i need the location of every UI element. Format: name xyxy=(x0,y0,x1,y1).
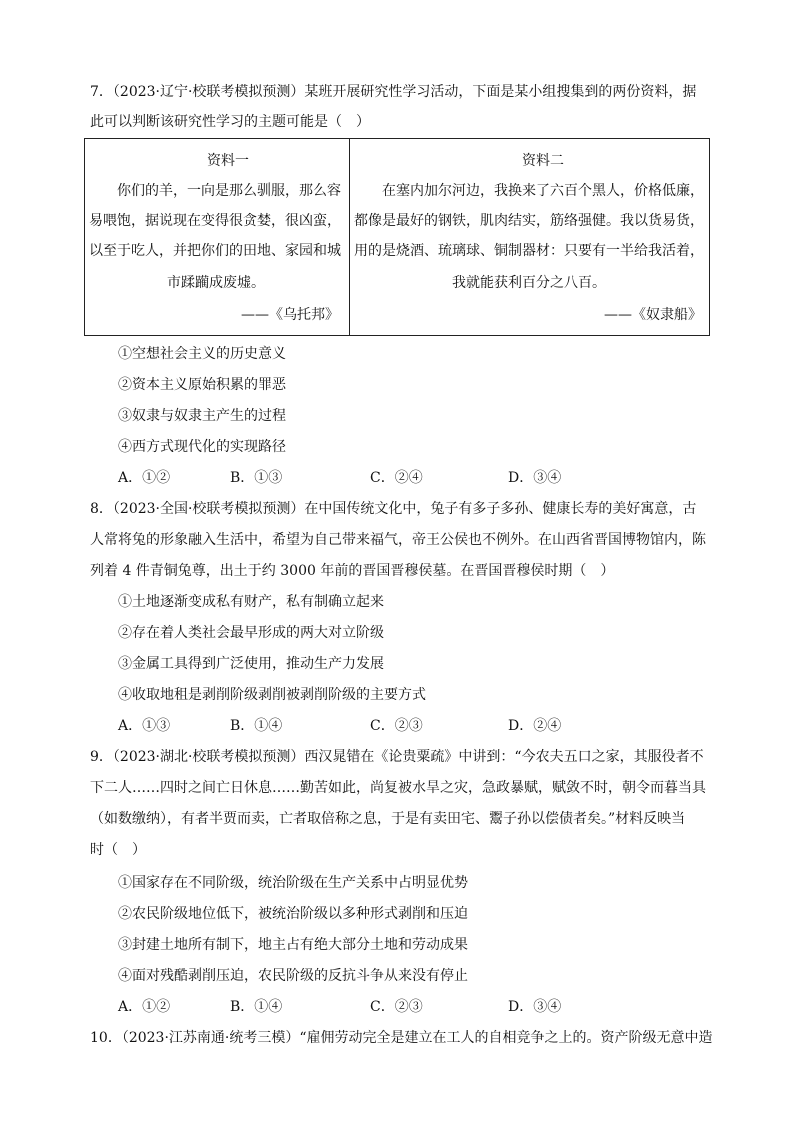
answer-choice-a[interactable]: A．①② xyxy=(118,470,171,486)
material1-source: ——《乌托邦》 xyxy=(241,307,339,323)
q7-option: ④西方式现代化的实现路径 xyxy=(118,439,286,455)
material1-line: 市蹂躏成废墟。 xyxy=(167,275,265,291)
q8-option: ④收取地租是剥削阶级剥削被剥削阶级的主要方式 xyxy=(118,687,426,703)
q9-stem-line: 9．（2023·湖北·校联考模拟预测）西汉晁错在《论贵粟疏》中讲到：“今农夫五口之家，其服役者不 xyxy=(90,749,704,765)
material2-source: ——《奴隶船》 xyxy=(604,307,702,323)
q7-stem-line1: 7．（2023·辽宁·校联考模拟预测）某班开展研究性学习活动，下面是某小组搜集到的两份资料，据 xyxy=(90,84,697,100)
q7-stem-line2: 此可以判断该研究性学习的主题可能是（ ） xyxy=(90,114,370,130)
q9-option: ③封建土地所有制下，地主占有绝大部分土地和劳动成果 xyxy=(118,937,468,953)
q9-option: ②农民阶级地位低下，被统治阶级以多种形式剥削和压迫 xyxy=(118,906,468,922)
material1-cell xyxy=(85,139,349,335)
material2-line: 都像是最好的钢铁，肌肉结实，筋络强健。我以货易货， xyxy=(354,213,704,229)
answer-choice-a[interactable]: A．①③ xyxy=(118,718,171,734)
answer-choice-b[interactable]: B．①③ xyxy=(230,470,283,486)
q10-stem-line1: 10．（2023·江苏南通·统考三模）“雇佣劳动完全是建立在工人的自相竞争之上的。资产阶级无意中造 xyxy=(90,1030,713,1046)
material2-line: 用的是烧酒、琉璃球、铜制器材：只要有一半给我活着， xyxy=(354,243,704,259)
q7-answer-row xyxy=(118,468,588,488)
q8-option: ②存在着人类社会最早形成的两大对立阶级 xyxy=(118,625,384,641)
answer-choice-b[interactable]: B．①④ xyxy=(230,718,283,734)
material1-line: 你们的羊，一向是那么驯服，那么容 xyxy=(117,183,341,199)
material1-line: 以至于吃人，并把你们的田地、家园和城 xyxy=(89,243,341,259)
answer-choice-b[interactable]: B．①④ xyxy=(230,999,283,1015)
material2-cell xyxy=(350,139,709,335)
material2-title: 资料二 xyxy=(522,153,564,169)
q9-stem-line: 时（ ） xyxy=(90,842,146,858)
answer-choice-c[interactable]: C．②③ xyxy=(370,999,423,1015)
q9-option: ④面对残酷剥削压迫，农民阶级的反抗斗争从来没有停止 xyxy=(118,968,468,984)
answer-choice-d[interactable]: D．③④ xyxy=(508,999,562,1015)
material1-line: 易喂饱，据说现在变得很贪婪，很凶蛮， xyxy=(89,213,341,229)
q7-option: ③奴隶与奴隶主产生的过程 xyxy=(118,408,286,424)
q7-option: ②资本主义原始积累的罪恶 xyxy=(118,377,286,393)
material2-line: 在塞内加尔河边，我换来了六百个黑人，价格低廉， xyxy=(382,183,704,199)
q9-answer-row xyxy=(118,997,588,1017)
answer-choice-a[interactable]: A．①② xyxy=(118,999,171,1015)
q8-stem-line: 人常将兔的形象融入生活中，希望为自己带来福气，帝王公侯也不例外。在山西省晋国博物馆内，陈 xyxy=(90,532,706,548)
q7-option: ①空想社会主义的历史意义 xyxy=(118,346,286,362)
q9-stem-line: 下二人……四时之间亡日休息……勤苦如此，尚复被水旱之灾，急政暴赋，赋敛不时，朝令而暮当具 xyxy=(90,780,706,796)
q8-option: ①土地逐渐变成私有财产，私有制确立起来 xyxy=(118,594,384,610)
q8-answer-row xyxy=(118,716,588,736)
answer-choice-d[interactable]: D．②④ xyxy=(508,718,562,734)
q8-option: ③金属工具得到广泛使用，推动生产力发展 xyxy=(118,656,384,672)
q7-material-table xyxy=(84,138,710,336)
material2-line: 我就能获利百分之八百。 xyxy=(452,275,606,291)
answer-choice-c[interactable]: C．②④ xyxy=(370,470,423,486)
answer-choice-c[interactable]: C．②③ xyxy=(370,718,423,734)
answer-choice-d[interactable]: D．③④ xyxy=(508,470,562,486)
q9-option: ①国家存在不同阶级，统治阶级在生产关系中占明显优势 xyxy=(118,875,468,891)
q8-stem-line: 列着 4 件青铜兔尊，出土于约 3000 年前的晋国晋穆侯墓。在晋国晋穆侯时期（ ） xyxy=(90,563,615,579)
q9-stem-line: （如数缴纳），有者半贾而卖，亡者取倍称之息，于是有卖田宅、鬻子孙以偿债者矣。”材料反映当 xyxy=(90,811,686,827)
q8-stem-line: 8．（2023·全国·校联考模拟预测）在中国传统文化中，兔子有多子多孙、健康长寿的美好寓意，古 xyxy=(90,501,697,517)
material1-title: 资料一 xyxy=(207,153,249,169)
